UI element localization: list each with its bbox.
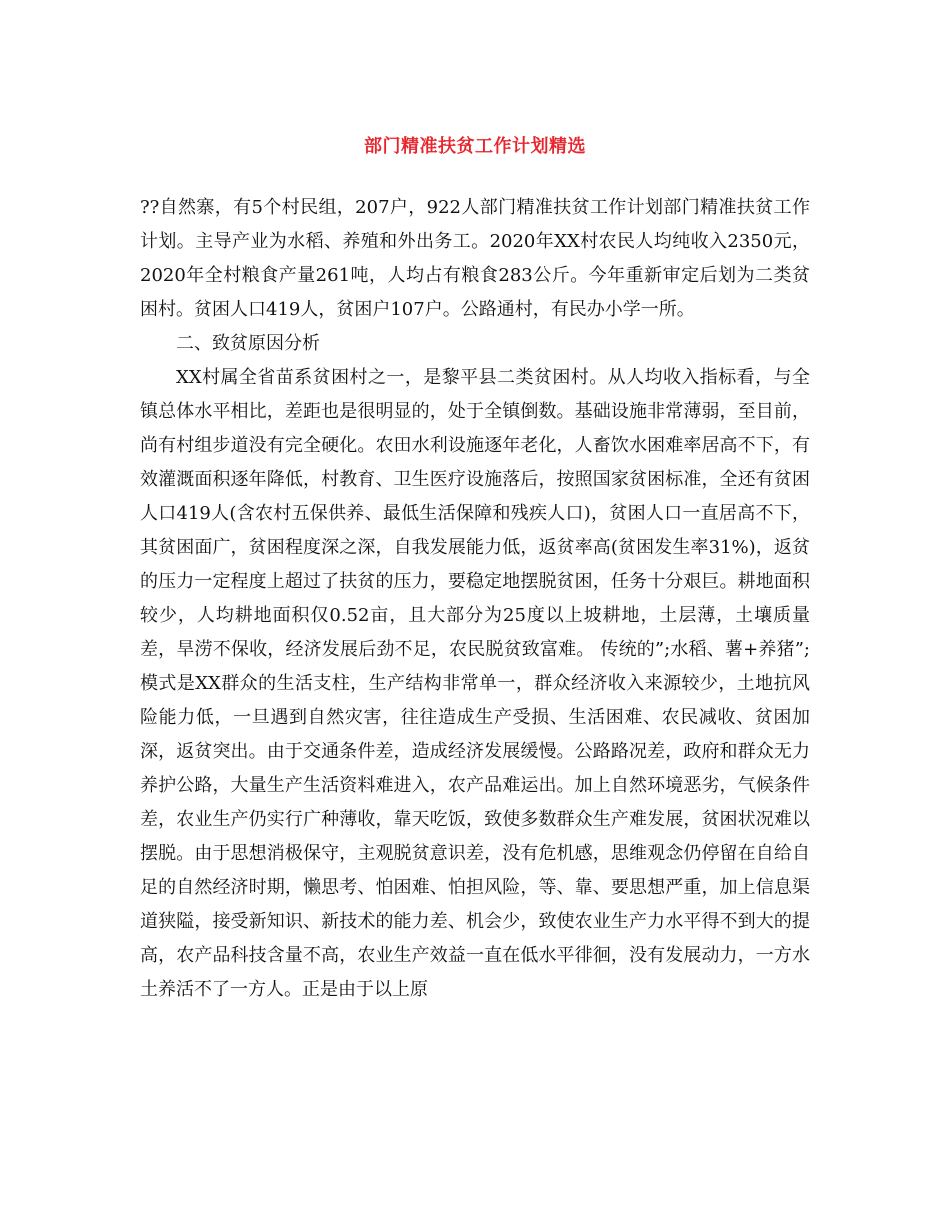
paragraph-village-overview: ??自然寨，有5个村民组，207户，922人部门精准扶贫工作计划部门精准扶贫工作计划。主导产业为水稻、养殖和外出务工。2020年XX村农民人均纯收入2350元，2020年全村粮食产量261吨，人均占有粮食283公斤。今年重新审定后划为二类贫困村。贫困人口419人，贫困户107户。公路通村，有民办小学一所。 bbox=[140, 197, 810, 320]
section-heading-poverty-causes: 二、致贫原因分析 bbox=[176, 333, 320, 354]
document-title: 部门精准扶贫工作计划精选 bbox=[364, 136, 586, 157]
document-body bbox=[140, 191, 810, 1007]
paragraph-poverty-analysis: XX村属全省苗系贫困村之一，是黎平县二类贫困村。从人均收入指标看，与全镇总体水平相比，差距也是很明显的，处于全镇倒数。基础设施非常薄弱，至目前，尚有村组步道没有完全硬化。农田水利设施逐年老化，人畜饮水困难率居高不下，有效灌溉面积逐年降低，村教育、卫生医疗设施落后，按照国家贫困标准，全还有贫困人口419人(含农村五保供养、最低生活保障和残疾人口)，贫困人口一直居高不下，其贫困面广，贫困程度深之深，自我发展能力低，返贫率高(贫困发生率31%)，返贫的压力一定程度上超过了扶贫的压力，要稳定地摆脱贫困，任务十分艰巨。耕地面积较少，人均耕地面积仅0.52亩，且大部分为25度以上坡耕地，土层薄，土壤质量差，旱涝不保收，经济发展后劲不足，农民脱贫致富难。 传统的”;水稻、薯+养猪”;模式是XX群众的生活支柱，生产结构非常单一，群众经济收入来源较少，土地抗风险能力低，一旦遇到自然灾害，往往造成生产受损、生活困难、农民减收、贫困加深，返贫突出。由于交通条件差，造成经济发展缓慢。公路路况差，政府和群众无力养护公路，大量生产生活资料难进入，农产品难运出。加上自然环境恶劣，气候条件差，农业生产仍实行广种薄收，靠天吃饭，致使多数群众生产难发展，贫困状况难以摆脱。由于思想消极保守，主观脱贫意识差，没有危机感，思维观念仍停留在自给自足的自然经济时期，懒思考、怕困难、怕担风险，等、靠、要思想严重，加上信息渠道狭隘，接受新知识、新技术的能力差、机会少，致使农业生产力水平得不到大的提高，农产品科技含量不高，农业生产效益一直在低水平徘徊，没有发展动力，一方水土养活不了一方人。正是由于以上原 bbox=[140, 367, 810, 1000]
